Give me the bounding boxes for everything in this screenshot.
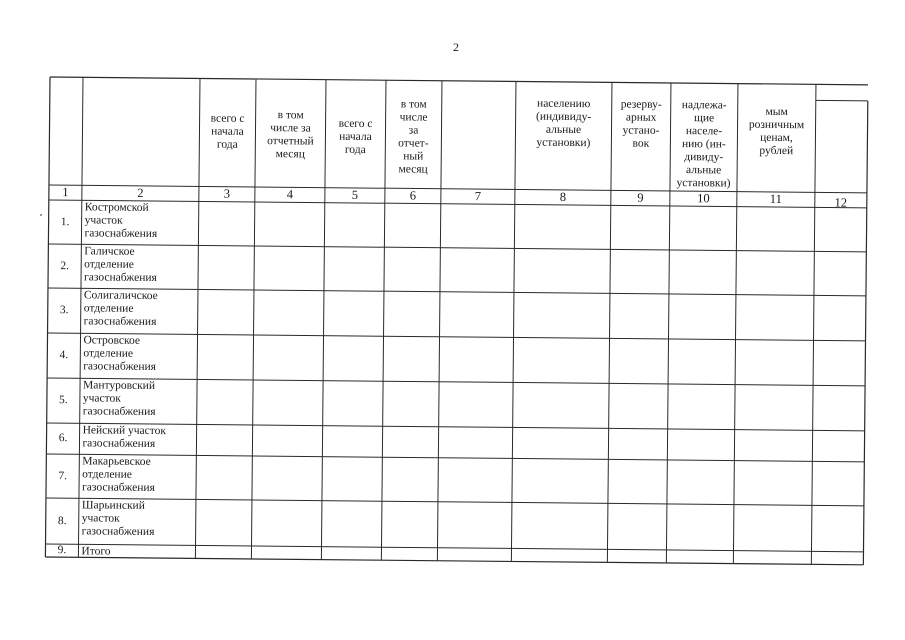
row-number: 5. xyxy=(59,394,68,407)
header-col8: населению (индивиду- альные установки) xyxy=(535,97,592,150)
row-number: 7. xyxy=(58,469,68,482)
row-number: 9. xyxy=(57,544,67,557)
column-number-1: 1 xyxy=(62,185,69,200)
table-border-right xyxy=(863,101,867,565)
header-col3: всего с начала года xyxy=(210,112,245,151)
column-number-6: 6 xyxy=(409,188,417,203)
row-name: Шарьинский участок газоснабжения xyxy=(81,499,155,539)
row-name: Солигаличское отделение газоснабжения xyxy=(83,289,158,329)
table-border-top xyxy=(50,77,868,85)
column-number-11: 11 xyxy=(769,191,782,207)
row-number: 1. xyxy=(60,215,70,228)
row-name: Макарьевское отделение газоснабжения xyxy=(82,455,155,495)
scan-speck xyxy=(40,214,42,216)
row-number: 6. xyxy=(58,432,68,445)
row-name: Островское отделение газоснабжения xyxy=(83,334,157,374)
column-number-12: 12 xyxy=(834,195,848,210)
row-name: Костромской участок газоснабжения xyxy=(84,201,158,241)
column-number-9: 9 xyxy=(637,190,644,205)
row-name: Мантуровский участок газоснабжения xyxy=(82,379,156,419)
header-col4: в том числе за отчетный месяц xyxy=(267,109,314,161)
row-name: Галичское отделение газоснабжения xyxy=(84,245,157,285)
header-col6: в том числе за отчет- ный месяц xyxy=(398,98,429,176)
column-number-2: 2 xyxy=(137,185,144,200)
column-number-4: 4 xyxy=(286,187,294,202)
row-number: 4. xyxy=(59,349,69,362)
column-number-5: 5 xyxy=(351,187,359,202)
column-number-10: 10 xyxy=(697,191,710,206)
column-number-3: 3 xyxy=(223,186,231,201)
report-table xyxy=(45,77,868,585)
header-col11: мым розничным ценам, рублей xyxy=(748,105,805,158)
column-number-7: 7 xyxy=(474,189,482,204)
header-col5: всего с начала года xyxy=(338,117,373,157)
header-col9: резерву- арных устано- вок xyxy=(620,98,662,150)
header-col10: надлежа- щие населе- нию (ин- дивиду- альные установки) xyxy=(676,99,731,190)
row-name: Итого xyxy=(81,545,111,558)
row-number: 8. xyxy=(57,514,67,527)
row-number: 3. xyxy=(59,304,69,317)
page-number: 2 xyxy=(453,40,459,54)
row-number: 2. xyxy=(60,259,70,272)
column-number-8: 8 xyxy=(559,189,567,204)
row-name: Нейский участок газоснабжения xyxy=(82,424,167,451)
